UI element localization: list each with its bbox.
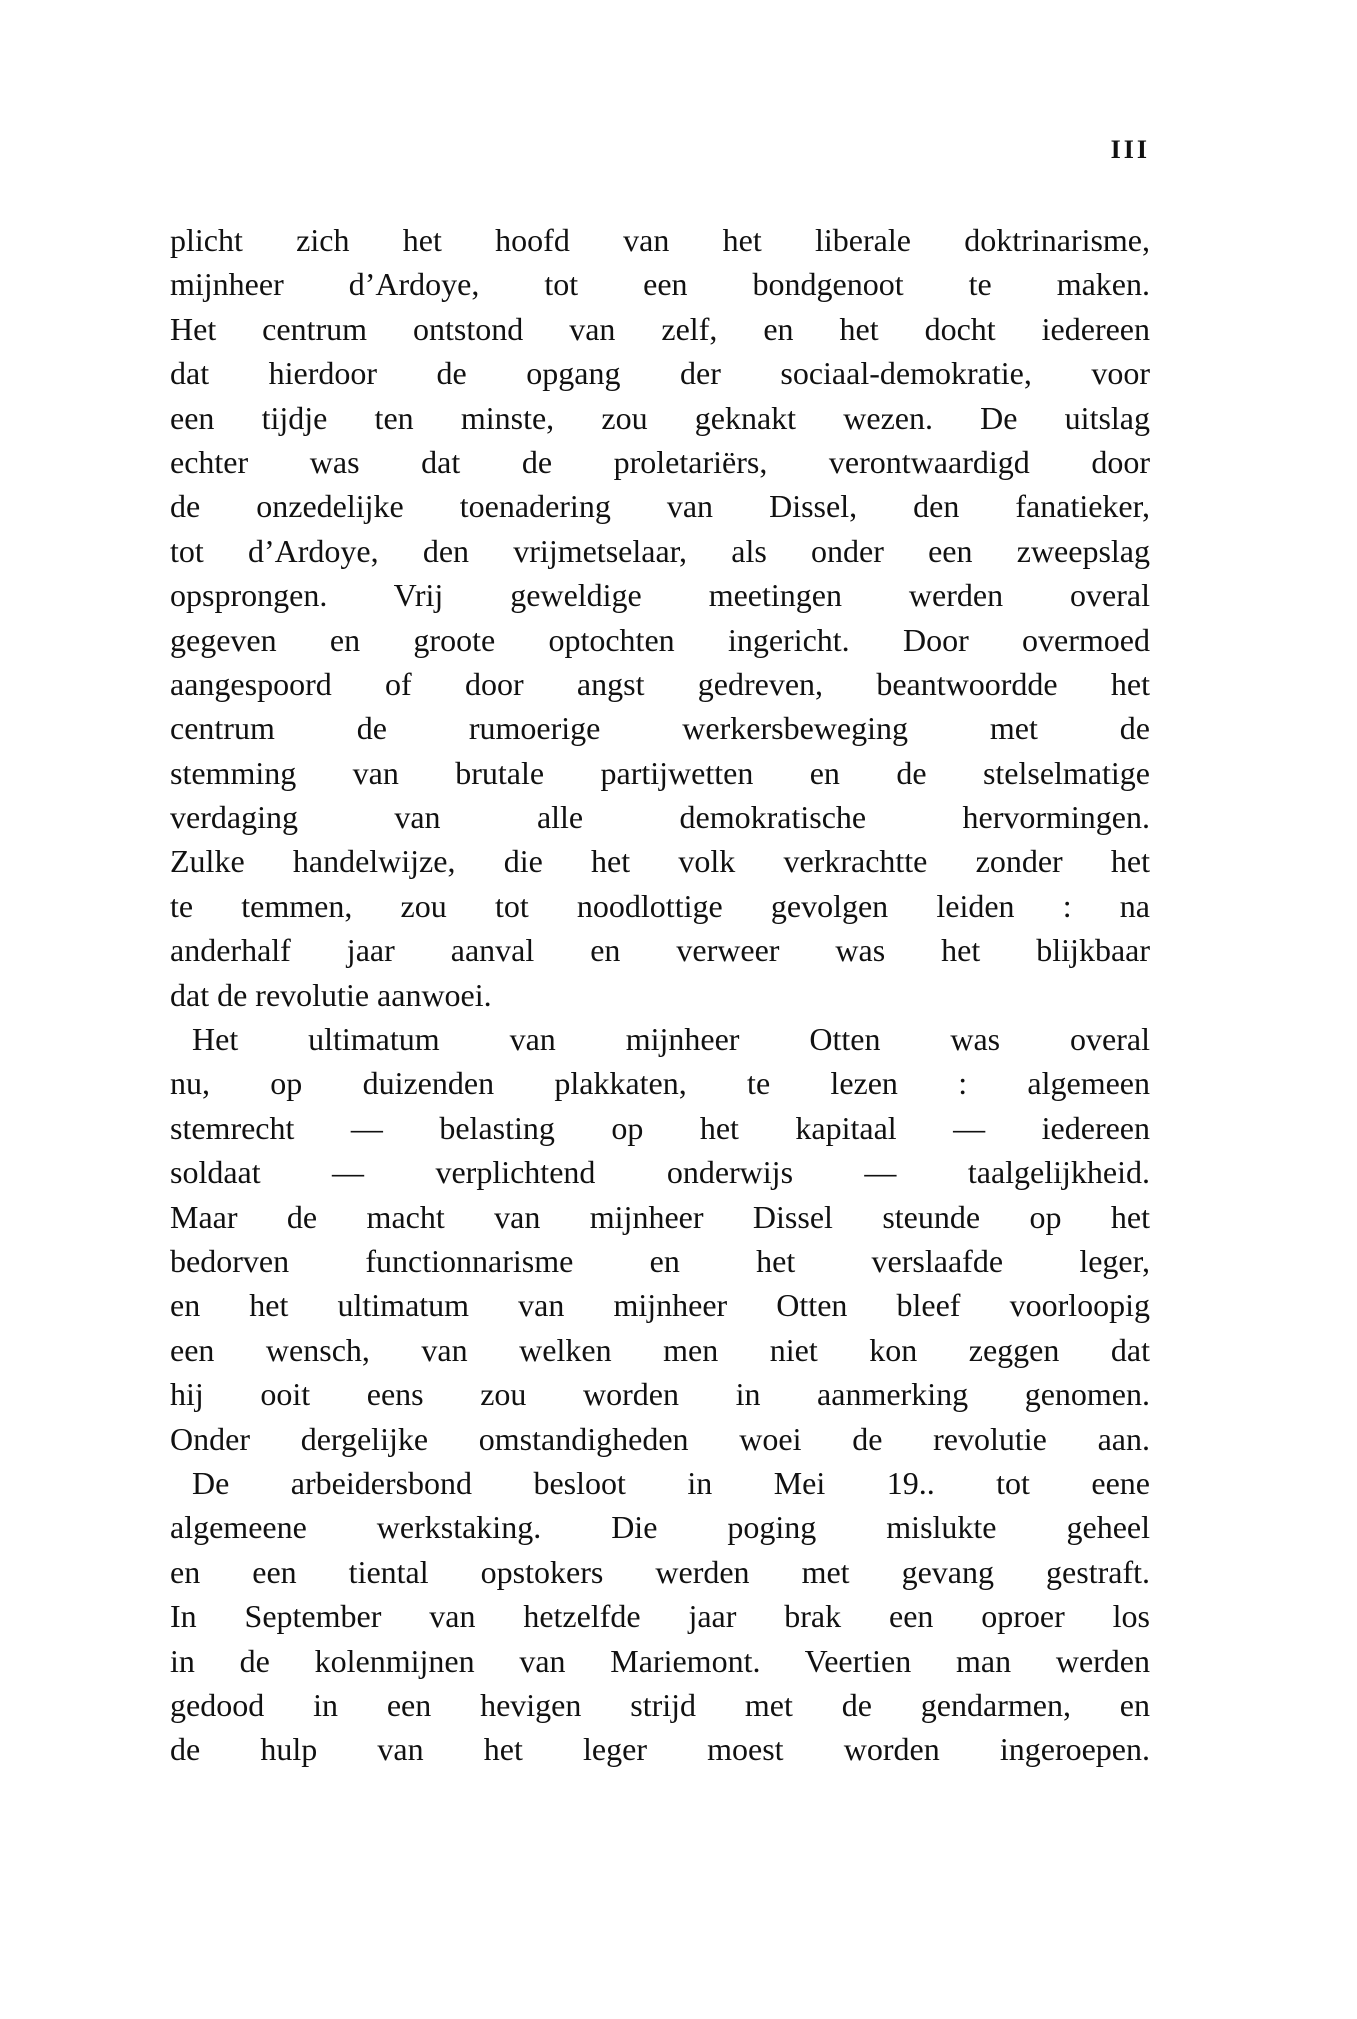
text-line: de hulp van het leger moest worden ingeroepen. (170, 1731, 1150, 1768)
text-line: dat de revolutie aanwoei. (170, 976, 492, 1013)
text-line: algemeene werkstaking. Die poging mislukte geheel (170, 1509, 1150, 1546)
paragraph (170, 1017, 1150, 1461)
text-line: anderhalf jaar aanval en verweer was het blijkbaar (170, 932, 1150, 969)
text-line: stemming van brutale partijwetten en de stelselmatige (170, 754, 1150, 791)
text-line: In September van hetzelfde jaar brak een oproer los (170, 1598, 1150, 1635)
text-line: soldaat — verplichtend onderwijs — taalgelijkheid. (170, 1154, 1150, 1191)
page-number: III (1110, 135, 1150, 164)
text-line: een tijdje ten minste, zou geknakt wezen. De uitslag (170, 399, 1150, 436)
text-line: Het centrum ontstond van zelf, en het docht iedereen (170, 310, 1150, 347)
text-line: in de kolenmijnen van Mariemont. Veertien man werden (170, 1642, 1150, 1679)
text-line: hij ooit eens zou worden in aanmerking genomen. (170, 1376, 1150, 1413)
text-line: echter was dat de proletariërs, verontwaardigd door (170, 443, 1150, 480)
text-line: opsprongen. Vrij geweldige meetingen werden overal (170, 577, 1150, 614)
text-line: en het ultimatum van mijnheer Otten bleef voorloopig (170, 1287, 1150, 1324)
text-line: te temmen, zou tot noodlottige gevolgen leiden : na (170, 887, 1150, 924)
text-line: dat hierdoor de opgang der sociaal-demokratie, voor (170, 355, 1150, 392)
text-line: verdaging van alle demokratische hervormingen. (170, 799, 1150, 836)
text-line: Zulke handelwijze, die het volk verkrachtte zonder het (170, 843, 1150, 880)
text-line: Maar de macht van mijnheer Dissel steunde op het (170, 1198, 1150, 1235)
text-line: Het ultimatum van mijnheer Otten was overal (192, 1021, 1150, 1058)
text-line: en een tiental opstokers werden met gevang gestraft. (170, 1553, 1150, 1590)
text-line: een wensch, van welken men niet kon zeggen dat (170, 1331, 1150, 1368)
paragraph (170, 218, 1150, 1017)
text-line: mijnheer d’Ardoye, tot een bondgenoot te maken. (170, 266, 1150, 303)
body-text (170, 218, 1150, 1772)
text-line: gedood in een hevigen strijd met de gendarmen, en (170, 1686, 1150, 1723)
text-line: plicht zich het hoofd van het liberale doktrinarisme, (170, 222, 1150, 258)
text-line: de onzedelijke toenadering van Dissel, den fanatieker, (170, 488, 1150, 525)
text-line: centrum de rumoerige werkersbeweging met de (170, 710, 1150, 747)
text-line: aangespoord of door angst gedreven, beantwoordde het (170, 665, 1150, 702)
text-line: stemrecht — belasting op het kapitaal — iedereen (170, 1109, 1150, 1146)
text-line: tot d’Ardoye, den vrijmetselaar, als onder een zweepslag (170, 532, 1150, 569)
paragraph (170, 1461, 1150, 1772)
text-line: Onder dergelijke omstandigheden woei de revolutie aan. (170, 1420, 1150, 1457)
text-line: gegeven en groote optochten ingericht. Door overmoed (170, 621, 1150, 658)
text-line: nu, op duizenden plakkaten, te lezen : algemeen (170, 1065, 1150, 1102)
text-line: De arbeidersbond besloot in Mei 19.. tot eene (192, 1464, 1150, 1501)
text-line: bedorven functionnarisme en het verslaafde leger, (170, 1242, 1150, 1279)
